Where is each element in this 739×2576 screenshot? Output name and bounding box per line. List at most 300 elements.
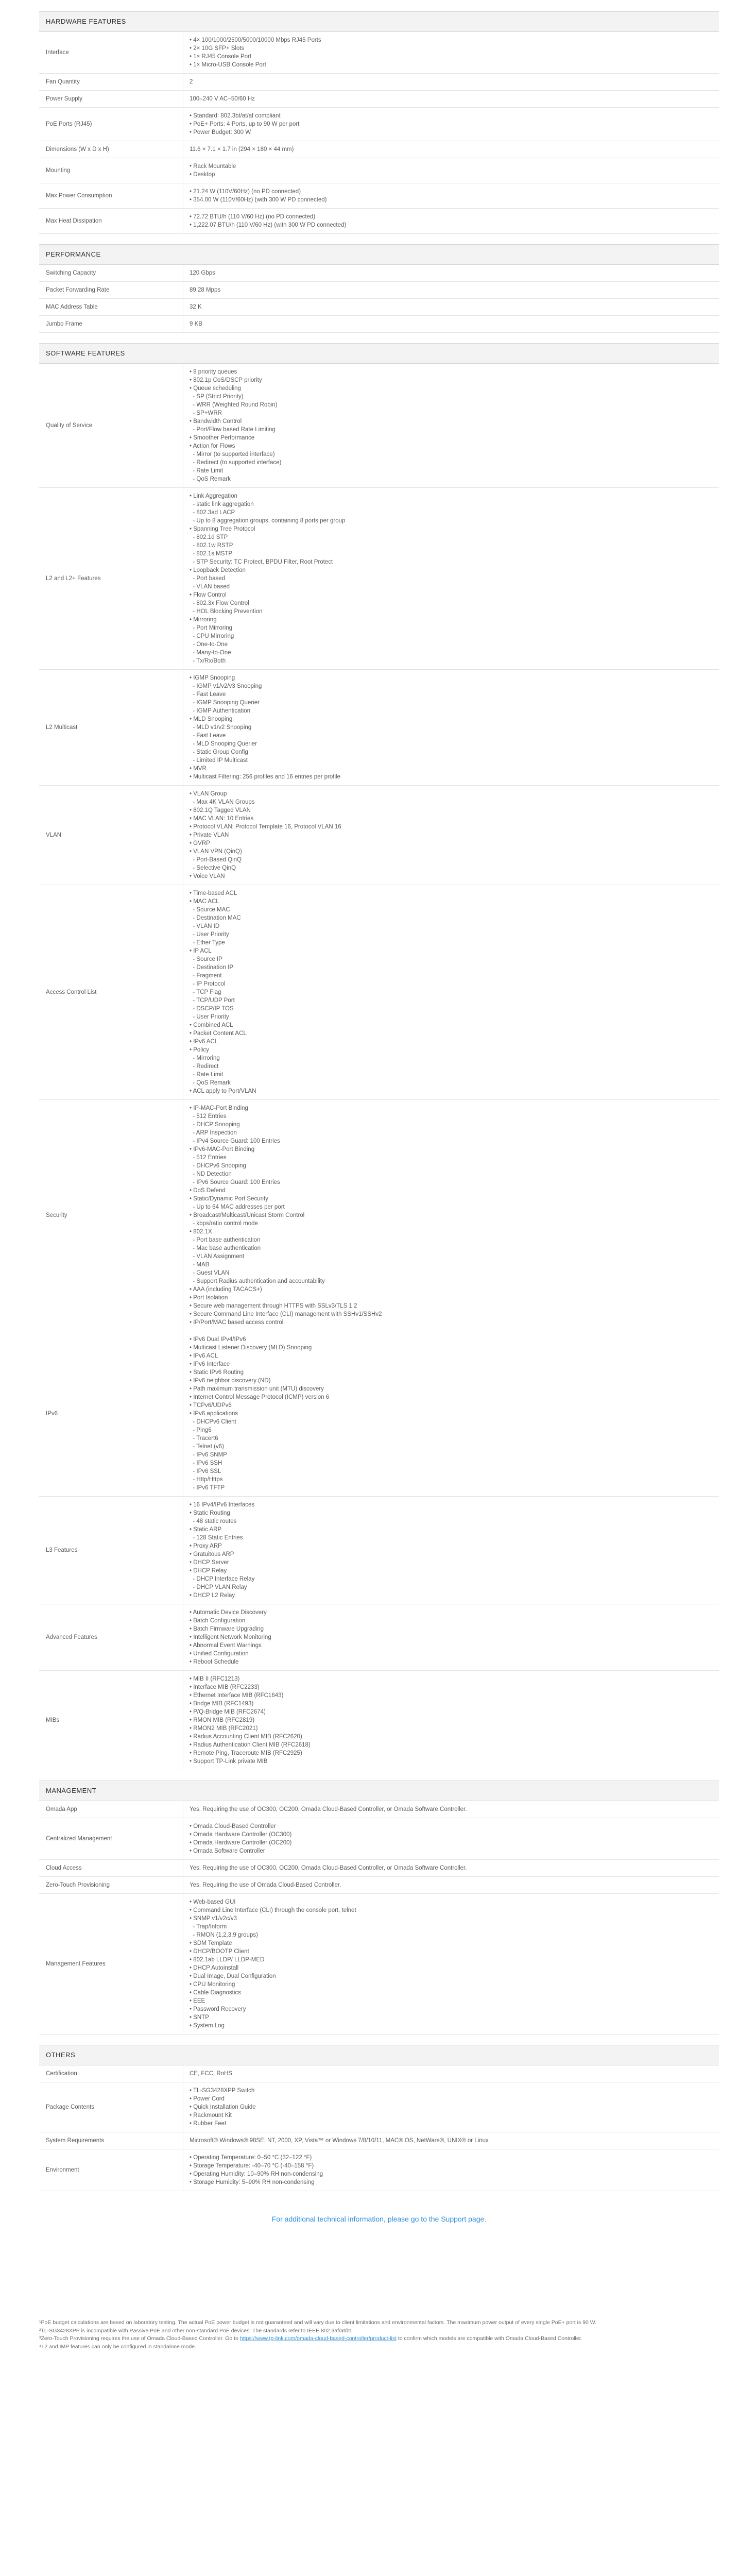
spec-value-line: • Port Isolation: [190, 1295, 228, 1301]
spec-value-line: - RMON (1,2,3,9 groups): [190, 1932, 258, 1938]
spec-value-line: • Dual Image, Dual Configuration: [190, 1973, 276, 1979]
spec-row: [39, 885, 719, 1100]
spec-label: L2 and L2+ Features: [39, 488, 183, 670]
spec-value-line: • Rack Mountable: [190, 163, 236, 170]
spec-value-line: 11.6 × 7.1 × 1.7 in (294 × 180 × 44 mm): [190, 146, 294, 152]
spec-value: [183, 32, 719, 74]
spec-value-line: • 1× RJ45 Console Port: [190, 54, 252, 60]
spec-value-line: - Ether Type: [190, 940, 225, 946]
spec-value-line: - Mirror (to supported interface): [190, 451, 275, 457]
spec-row: [39, 1877, 719, 1894]
spec-value: [183, 1860, 719, 1877]
spec-label: Interface: [39, 32, 183, 74]
footnotes: [39, 2314, 719, 2350]
spec-row: [39, 32, 719, 74]
spec-value-line: • Cable Diagnostics: [190, 1990, 241, 1996]
spec-label: MIBs: [39, 1671, 183, 1770]
spec-value-line: • VLAN VPN (QinQ): [190, 849, 242, 855]
spec-value-line: • Intelligent Network Monitoring: [190, 1634, 271, 1640]
spec-value-line: - MLD v1/v2 Snooping: [190, 724, 252, 731]
spec-value: [183, 158, 719, 183]
spec-value-line: 120 Gbps: [190, 270, 215, 276]
spec-value: [183, 1100, 719, 1331]
spec-value-line: • IPv6 ACL: [190, 1039, 218, 1045]
spec-value: [183, 1497, 719, 1604]
spec-label: Security: [39, 1100, 183, 1331]
spec-value: [183, 1894, 719, 2035]
spec-value-line: • IGMP Snooping: [190, 675, 235, 681]
spec-value-line: • Storage Temperature: -40–70 °C (-40–158 °F): [190, 2163, 314, 2169]
spec-value: [183, 885, 719, 1100]
spec-value-line: - 512 Entries: [190, 1155, 227, 1161]
spec-value-line: - Mac base authentication: [190, 1245, 261, 1251]
spec-table: [39, 32, 719, 234]
spec-label: PoE Ports (RJ45): [39, 108, 183, 141]
spec-value-line: • Rackmount Kit: [190, 2112, 232, 2119]
spec-value: [183, 786, 719, 885]
spec-label: Dimensions (W x D x H): [39, 141, 183, 158]
spec-value-line: • Policy: [190, 1047, 209, 1053]
spec-value-line: • Bandwidth Control: [190, 418, 242, 425]
spec-value-line: - 802.3x Flow Control: [190, 600, 249, 606]
spec-value-line: - User Priority: [190, 931, 229, 938]
spec-row: [39, 1604, 719, 1671]
spec-value-line: • DHCP Server: [190, 1560, 229, 1566]
footnote-2: ²TL-SG3428XPP is incompatible with Passive PoE and other non-standard PoE devices. The standards refer to IEEE 802.3af/at/bt.: [39, 2327, 353, 2334]
spec-value-line: 32 K: [190, 304, 202, 310]
spec-value-line: • Static Routing: [190, 1510, 230, 1516]
spec-value-line: • Mirroring: [190, 617, 217, 623]
spec-value-line: • Rubber Feet: [190, 2121, 227, 2127]
spec-label: Management Features: [39, 1894, 183, 2035]
spec-value-line: - Port-Based QinQ: [190, 857, 242, 863]
spec-value-line: - WRR (Weighted Round Robin): [190, 402, 278, 408]
spec-value-line: - One-to-One: [190, 641, 228, 648]
spec-value-line: • Internet Control Message Protocol (ICMP) version 6: [190, 1394, 330, 1400]
spec-row: [39, 1860, 719, 1877]
spec-value-line: - Port base authentication: [190, 1237, 261, 1243]
spec-value-line: - Source MAC: [190, 907, 230, 913]
spec-value-line: • Reboot Schedule: [190, 1659, 239, 1665]
spec-value-line: • Multicast Listener Discovery (MLD) Snooping: [190, 1345, 312, 1351]
spec-value-line: - Port based: [190, 575, 226, 582]
spec-value-line: - IPv6 SSL: [190, 1468, 221, 1475]
spec-value: [183, 670, 719, 786]
spec-label: Jumbo Frame: [39, 316, 183, 333]
spec-row: [39, 364, 719, 488]
spec-value-line: - SP (Strict Priority): [190, 394, 244, 400]
spec-value-line: - QoS Remark: [190, 476, 231, 482]
spec-label: Cloud Access: [39, 1860, 183, 1877]
spec-value-line: • Omada Hardware Controller (OC200): [190, 1840, 292, 1846]
spec-value-line: • Standard: 802.3bt/at/af compliant: [190, 113, 281, 119]
section-title: MANAGEMENT: [39, 1781, 719, 1801]
support-page-link[interactable]: For additional technical information, please go to the Support page.: [271, 2215, 487, 2223]
spec-label: L2 Multicast: [39, 670, 183, 786]
spec-row: [39, 1671, 719, 1770]
spec-row: [39, 2065, 719, 2082]
spec-value-line: • Quick Installation Guide: [190, 2104, 256, 2110]
section-title: OTHERS: [39, 2045, 719, 2065]
spec-sections: [0, 11, 739, 2191]
spec-value: [183, 91, 719, 108]
spec-value-line: - VLAN Assignment: [190, 1253, 245, 1260]
spec-value-line: • Path maximum transmission unit (MTU) discovery: [190, 1386, 324, 1392]
spec-value-line: • Command Line Interface (CLI) through the console port, telnet: [190, 1907, 356, 1913]
spec-value: [183, 1331, 719, 1497]
spec-value-line: • 8 priority queues: [190, 369, 237, 375]
spec-value-line: 100–240 V AC~50/60 Hz: [190, 96, 255, 102]
spec-value-line: • VLAN Group: [190, 791, 227, 797]
spec-value-line: - Tracert6: [190, 1435, 218, 1442]
spec-value-line: - QoS Remark: [190, 1080, 231, 1086]
spec-value-line: • 802.1X: [190, 1229, 212, 1235]
spec-value-line: - STP Security: TC Protect, BPDU Filter, Root Protect: [190, 559, 333, 565]
spec-row: [39, 108, 719, 141]
spec-value-line: • IPv6 neighbor discovery (ND): [190, 1378, 271, 1384]
spec-value-line: - SP+WRR: [190, 410, 222, 416]
spec-value-line: • Power Budget: 300 W: [190, 129, 251, 135]
spec-value-line: • Private VLAN: [190, 832, 229, 838]
spec-value-line: - DHCPv6 Snooping: [190, 1163, 246, 1169]
spec-value-line: • SDM Template: [190, 1940, 232, 1946]
spec-value-line: - VLAN based: [190, 584, 230, 590]
spec-value-line: • AAA (including TACACS+): [190, 1286, 262, 1293]
spec-table: [39, 364, 719, 1770]
spec-value-line: • Static/Dynamic Port Security: [190, 1196, 268, 1202]
spec-label: Centralized Management: [39, 1818, 183, 1860]
spec-value: [183, 2132, 719, 2149]
spec-value-line: • 802.1ab LLDP/ LLDP-MED: [190, 1957, 265, 1963]
spec-value-line: - IPv4 Source Guard: 100 Entries: [190, 1138, 280, 1144]
spec-value-line: 2: [190, 79, 193, 85]
spec-value-line: • MLD Snooping: [190, 716, 233, 722]
spec-value-line: • TCPv6/UDPv6: [190, 1402, 232, 1409]
spec-row: [39, 1818, 719, 1860]
spec-value-line: - Support Radius authentication and accountability: [190, 1278, 325, 1284]
spec-row: [39, 183, 719, 209]
spec-value: [183, 2149, 719, 2191]
spec-value-line: • IPv6 Dual IPv4/IPv6: [190, 1336, 246, 1343]
spec-value-line: • Operating Temperature: 0–50 °C (32–122 °F): [190, 2155, 312, 2161]
spec-value-line: • Spanning Tree Protocol: [190, 526, 255, 532]
spec-value-line: • Remote Ping, Traceroute MIB (RFC2925): [190, 1750, 302, 1756]
spec-label: Max Power Consumption: [39, 183, 183, 209]
spec-label: Quality of Service: [39, 364, 183, 488]
spec-value-line: • IP/Port/MAC based access control: [190, 1319, 284, 1326]
spec-label: Package Contents: [39, 2082, 183, 2132]
spec-value-line: • Static IPv6 Routing: [190, 1369, 244, 1376]
spec-value-line: • Omada Cloud-Based Controller: [190, 1823, 276, 1829]
spec-row: [39, 1801, 719, 1818]
spec-value-line: - Rate Limit: [190, 468, 224, 474]
spec-value-line: • Loopback Detection: [190, 567, 246, 573]
spec-value-line: • Proxy ARP: [190, 1543, 222, 1549]
spec-value-line: - VLAN ID: [190, 923, 220, 929]
spec-value: [183, 1604, 719, 1671]
spec-value: [183, 1801, 719, 1818]
spec-value: [183, 141, 719, 158]
spec-value-line: - IGMP Authentication: [190, 708, 251, 714]
omada-controller-link[interactable]: https://www.tp-link.com/omada-cloud-based-controller/product-list: [239, 2335, 397, 2342]
spec-value-line: • 354.00 W (110V/60Hz) (with 300 W PD connected): [190, 197, 327, 203]
spec-section: [39, 244, 719, 333]
spec-value-line: • TL-SG3428XPP Switch: [190, 2088, 255, 2094]
spec-value-line: • RMON2 MIB (RFC2021): [190, 1725, 258, 1732]
spec-value-line: • Password Recovery: [190, 2006, 246, 2012]
spec-label: Access Control List: [39, 885, 183, 1100]
spec-value-line: - Max 4K VLAN Groups: [190, 799, 255, 805]
spec-value-line: • Voice VLAN: [190, 873, 225, 879]
spec-label: Zero-Touch Provisioning: [39, 1877, 183, 1894]
spec-value-line: - Http/Https: [190, 1477, 223, 1483]
spec-table: [39, 2065, 719, 2191]
spec-value-line: • IPv6 applications: [190, 1411, 238, 1417]
spec-value-line: 89.28 Mpps: [190, 287, 221, 293]
spec-value: [183, 364, 719, 488]
spec-value-line: CE, FCC, RoHS: [190, 2071, 233, 2077]
spec-label: Switching Capacity: [39, 265, 183, 282]
spec-value-line: • DHCP L2 Relay: [190, 1592, 235, 1599]
spec-value-line: - IGMP v1/v2/v3 Snooping: [190, 683, 262, 689]
spec-value-line: • SNMP v1/v2c/v3: [190, 1916, 237, 1922]
spec-value-line: • Link Aggregation: [190, 493, 237, 499]
spec-value-line: • IP ACL: [190, 948, 212, 954]
spec-value: [183, 488, 719, 670]
spec-row: [39, 1331, 719, 1497]
spec-value-line: - DHCPv6 Client: [190, 1419, 236, 1425]
spec-value-line: • IPv6 Interface: [190, 1361, 230, 1367]
footnote-4: ⁴L2 and IMP features can only be configured in standalone mode.: [39, 2343, 196, 2350]
spec-value: [183, 2082, 719, 2132]
spec-value-line: • 1× Micro-USB Console Port: [190, 62, 266, 68]
spec-value-line: - Telnet (v6): [190, 1444, 224, 1450]
spec-value-line: • Interface MIB (RFC2233): [190, 1684, 260, 1690]
spec-value-line: - CPU Mirroring: [190, 633, 234, 639]
spec-value-line: - 802.1w RSTP: [190, 543, 233, 549]
spec-value-line: - ARP Inspection: [190, 1130, 237, 1136]
spec-value-line: • Radius Authentication Client MIB (RFC2618): [190, 1742, 311, 1748]
spec-value: [183, 1877, 719, 1894]
spec-value: [183, 108, 719, 141]
spec-row: [39, 209, 719, 234]
spec-row: [39, 91, 719, 108]
spec-value-line: • Queue scheduling: [190, 385, 241, 392]
spec-value-line: • EEE: [190, 1998, 205, 2004]
spec-value-line: • 72.72 BTU/h (110 V/60 Hz) (no PD connected): [190, 214, 316, 220]
spec-value-line: • Static ARP: [190, 1527, 222, 1533]
spec-value-line: - Trap/Inform: [190, 1924, 227, 1930]
spec-row: [39, 1100, 719, 1331]
spec-value-line: • 21.24 W (110V/60Hz) (no PD connected): [190, 189, 301, 195]
spec-label: Mounting: [39, 158, 183, 183]
spec-value-line: • 1,222.07 BTU/h (110 V/60 Hz) (with 300 W PD connected): [190, 222, 347, 228]
spec-value-line: - IGMP Snooping Querier: [190, 700, 260, 706]
spec-value-line: • Batch Configuration: [190, 1618, 246, 1624]
spec-value-line: Yes. Requiring the use of OC300, OC200, Omada Cloud-Based Controller, or Omada Software Controller.: [190, 1806, 467, 1812]
spec-value-line: - Source IP: [190, 956, 222, 962]
spec-value-line: • Multicast Filtering: 256 profiles and 16 entries per profile: [190, 774, 340, 780]
spec-value-line: • Omada Hardware Controller (OC300): [190, 1832, 292, 1838]
spec-value-line: 9 KB: [190, 321, 202, 327]
spec-value-line: - Fast Leave: [190, 691, 226, 698]
spec-value-line: - 512 Entries: [190, 1113, 227, 1120]
spec-value-line: • Gratuitous ARP: [190, 1551, 234, 1557]
spec-value-line: • ACL apply to Port/VLAN: [190, 1088, 256, 1094]
spec-value-line: • MAC VLAN: 10 Entries: [190, 816, 254, 822]
spec-value: [183, 183, 719, 209]
spec-value-line: • MVR: [190, 766, 207, 772]
spec-value-line: • GVRP: [190, 840, 210, 846]
spec-label: System Requirements: [39, 2132, 183, 2149]
spec-value-line: • DHCP Autoinstall: [190, 1965, 239, 1971]
spec-row: [39, 265, 719, 282]
spec-value-line: - Rate Limit: [190, 1072, 224, 1078]
spec-row: [39, 670, 719, 786]
spec-value-line: • IPv6-MAC-Port Binding: [190, 1146, 255, 1153]
spec-row: [39, 488, 719, 670]
spec-label: Advanced Features: [39, 1604, 183, 1671]
spec-value-line: - User Priority: [190, 1014, 229, 1020]
footnote-3-text: ³Zero-Touch Provisioning requires the use of Omada Cloud-Based Controller. Go to: [39, 2335, 240, 2342]
spec-value-line: - Fast Leave: [190, 733, 226, 739]
spec-value-line: • Action for Flows: [190, 443, 235, 449]
footnote-3-text-end: to confirm which models are compatible with Omada Cloud-Based Controller.: [396, 2335, 582, 2342]
spec-value-line: • Abnormal Event Warnings: [190, 1642, 262, 1649]
spec-value: [183, 2065, 719, 2082]
spec-value-line: - DHCP Interface Relay: [190, 1576, 255, 1582]
spec-value-line: Yes. Requiring the use of Omada Cloud-Based Controller.: [190, 1882, 341, 1888]
spec-value-line: - kbps/ratio control mode: [190, 1221, 258, 1227]
spec-section: [39, 343, 719, 1770]
spec-value-line: • IPv6 ACL: [190, 1353, 218, 1359]
spec-row: [39, 2149, 719, 2191]
spec-label: Certification: [39, 2065, 183, 2082]
spec-value-line: • Secure Command Line Interface (CLI) management with SSHv1/SSHv2: [190, 1311, 382, 1317]
spec-value-line: • Storage Humidity: 5–90% RH non-condensing: [190, 2179, 315, 2185]
spec-value-line: - IPv6 SSH: [190, 1460, 222, 1466]
spec-value-line: • Protocol VLAN: Protocol Template 16, Protocol VLAN 16: [190, 824, 341, 830]
spec-value-line: • Secure web management through HTTPS with SSLv3/TLS 1.2: [190, 1303, 357, 1309]
spec-value-line: • Batch Firmware Upgrading: [190, 1626, 264, 1632]
spec-row: [39, 299, 719, 316]
spec-value-line: • PoE+ Ports: 4 Ports, up to 90 W per port: [190, 121, 300, 127]
spec-value: [183, 1818, 719, 1860]
spec-value-line: - Tx/Rx/Both: [190, 658, 226, 664]
spec-value-line: - Up to 8 aggregation groups, containing 8 ports per group: [190, 518, 346, 524]
spec-value-line: - Redirect: [190, 1063, 219, 1070]
spec-section: [39, 11, 719, 234]
spec-value-line: • P/Q-Bridge MIB (RFC2674): [190, 1709, 266, 1715]
footnote-1: ¹PoE budget calculations are based on laboratory testing. The actual PoE power budget is not guaranteed and will vary due to client limitations and environmental factors. The maximum power output of every single PoE+ port is 90 W.: [39, 2319, 597, 2326]
spec-label: IPv6: [39, 1331, 183, 1497]
spec-value-line: • Support TP-Link private MIB: [190, 1758, 268, 1765]
spec-value-line: • Desktop: [190, 172, 215, 178]
spec-value-line: • CPU Monitoring: [190, 1981, 235, 1988]
spec-value-line: Microsoft® Windows® 98SE, NT, 2000, XP, Vista™ or Windows 7/8/10/11, MAC® OS, NetWare®, UNIX® or Linux: [190, 2138, 489, 2144]
spec-value-line: - TCP/UDP Port: [190, 997, 235, 1004]
spec-value-line: • RMON MIB (RFC2819): [190, 1717, 255, 1723]
spec-value: [183, 209, 719, 234]
spec-value-line: • IP-MAC-Port Binding: [190, 1105, 248, 1111]
spec-value-line: - ND Detection: [190, 1171, 232, 1177]
spec-value-line: • Time-based ACL: [190, 890, 237, 896]
spec-value-line: - Static Group Config: [190, 749, 248, 755]
spec-value-line: • Bridge MIB (RFC1493): [190, 1701, 254, 1707]
spec-label: Packet Forwarding Rate: [39, 282, 183, 299]
spec-value-line: • MIB II (RFC1213): [190, 1676, 240, 1682]
spec-section: [39, 2045, 719, 2191]
spec-value-line: - Redirect (to supported interface): [190, 460, 282, 466]
spec-value-line: • 16 IPv4/IPv6 Interfaces: [190, 1502, 255, 1508]
section-title: PERFORMANCE: [39, 244, 719, 265]
spec-value-line: • MAC ACL: [190, 899, 219, 905]
spec-value-line: - 128 Static Entries: [190, 1535, 243, 1541]
spec-value: [183, 1671, 719, 1770]
spec-value-line: • Combined ACL: [190, 1022, 233, 1028]
spec-label: Max Heat Dissipation: [39, 209, 183, 234]
spec-value-line: - IPv6 SNMP: [190, 1452, 227, 1458]
spec-row: [39, 1894, 719, 2035]
spec-value-line: • 802.1Q Tagged VLAN: [190, 807, 251, 814]
spec-value-line: • Radius Accounting Client MIB (RFC2620): [190, 1734, 302, 1740]
spec-value: [183, 265, 719, 282]
spec-value-line: - MLD Snooping Querier: [190, 741, 257, 747]
spec-label: L3 Features: [39, 1497, 183, 1604]
spec-value-line: • Flow Control: [190, 592, 227, 598]
spec-value-line: - 802.3ad LACP: [190, 510, 235, 516]
spec-value-line: • DoS Defend: [190, 1188, 226, 1194]
spec-value-line: - IP Protocol: [190, 981, 226, 987]
spec-value-line: - Up to 64 MAC addresses per port: [190, 1204, 285, 1210]
spec-value-line: • Web-based GUI: [190, 1899, 236, 1905]
section-title: SOFTWARE FEATURES: [39, 343, 719, 364]
spec-value: [183, 316, 719, 333]
spec-label: VLAN: [39, 786, 183, 885]
spec-value-line: - TCP Flag: [190, 989, 221, 995]
spec-label: Environment: [39, 2149, 183, 2191]
spec-value-line: - Destination IP: [190, 964, 234, 971]
spec-value-line: - 48 static routes: [190, 1518, 237, 1524]
spec-value-line: - Many-to-One: [190, 650, 231, 656]
spec-value-line: • Packet Content ACL: [190, 1030, 247, 1037]
section-title: HARDWARE FEATURES: [39, 11, 719, 32]
spec-value-line: • Unified Configuration: [190, 1651, 249, 1657]
spec-value-line: • SNTP: [190, 2014, 209, 2021]
footnote-3: [39, 2335, 719, 2343]
spec-value: [183, 74, 719, 91]
spec-value-line: - DHCP Snooping: [190, 1122, 240, 1128]
spec-value-line: • Ethernet Interface MIB (RFC1643): [190, 1692, 284, 1699]
spec-value-line: - Selective QinQ: [190, 865, 236, 871]
spec-row: [39, 1497, 719, 1604]
spec-table: [39, 265, 719, 333]
spec-value-line: - Destination MAC: [190, 915, 241, 921]
spec-value-line: - IPv6 TFTP: [190, 1485, 225, 1491]
spec-row: [39, 158, 719, 183]
spec-row: [39, 2132, 719, 2149]
spec-value-line: • 802.1p CoS/DSCP priority: [190, 377, 262, 383]
spec-value-line: • 2× 10G SFP+ Slots: [190, 45, 245, 52]
spec-row: [39, 786, 719, 885]
spec-value-line: - Mirroring: [190, 1055, 220, 1061]
spec-value-line: • DHCP/BOOTP Client: [190, 1948, 249, 1955]
spec-value-line: - MAB: [190, 1262, 210, 1268]
spec-value-line: - Port/Flow based Rate Limiting: [190, 427, 276, 433]
spec-row: [39, 316, 719, 333]
spec-value-line: Yes. Requiring the use of OC300, OC200, Omada Cloud-Based Controller, or Omada Software Controller.: [190, 1865, 467, 1871]
spec-value-line: • Automatic Device Discovery: [190, 1609, 267, 1616]
